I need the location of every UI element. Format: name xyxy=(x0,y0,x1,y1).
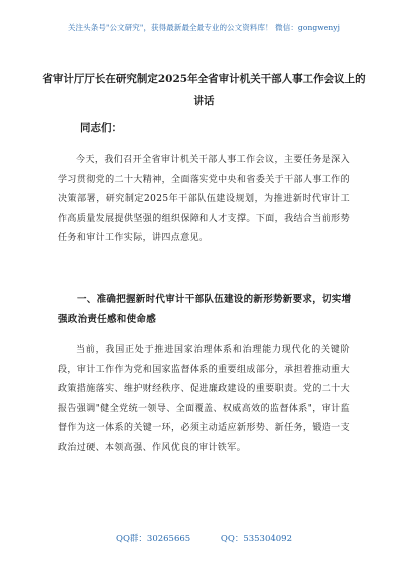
paragraph-section-1: 当前，我国正处于推进国家治理体系和治理能力现代化的关键阶段，审计工作作为党和国家监督体系的重要组成部分，承担着推动重大政策措施落实、维护财经秩序、促进廉政建设的重要职责。党的二十大报告强调"健全党统一领导、全面覆盖、权威高效的监督体系"，审计监督作为这一体系的关键一环，必须主动适应新形势、新任务，锻造一支政治过硬、本领高强、作风优良的审计铁军。 xyxy=(58,345,350,453)
paragraph-intro: 今天，我们召开全省审计机关干部人事工作会议，主要任务是深入学习贯彻党的二十大精神，全面落实党中央和省委关于干部人事工作的决策部署，研究制定2025年干部队伍建设规划，为推进新时代审计工作高质量发展提供坚强的组织保障和人才支撑。下面，我结合当前形势任务和审计工作实际，讲四点意见。 xyxy=(58,155,350,243)
salutation: 同志们： xyxy=(80,122,122,134)
footer-qq-group: QQ群：30265665 xyxy=(115,534,191,544)
footer-contact xyxy=(0,532,408,544)
footer-qq: QQ：535304092 xyxy=(220,534,292,544)
section-heading-1: 一、准确把握新时代审计干部队伍建设的新形势新要求，切实增强政治责任感和使命感 xyxy=(58,294,352,325)
header-banner: 关注头条号"公文研究"，获得最新最全最专业的公文资料库！ 微信：gongwenyj xyxy=(67,23,341,32)
document-title: 省审计厅厅长在研究制定2025年全省审计机关干部人事工作会议上的讲话 xyxy=(42,73,366,107)
